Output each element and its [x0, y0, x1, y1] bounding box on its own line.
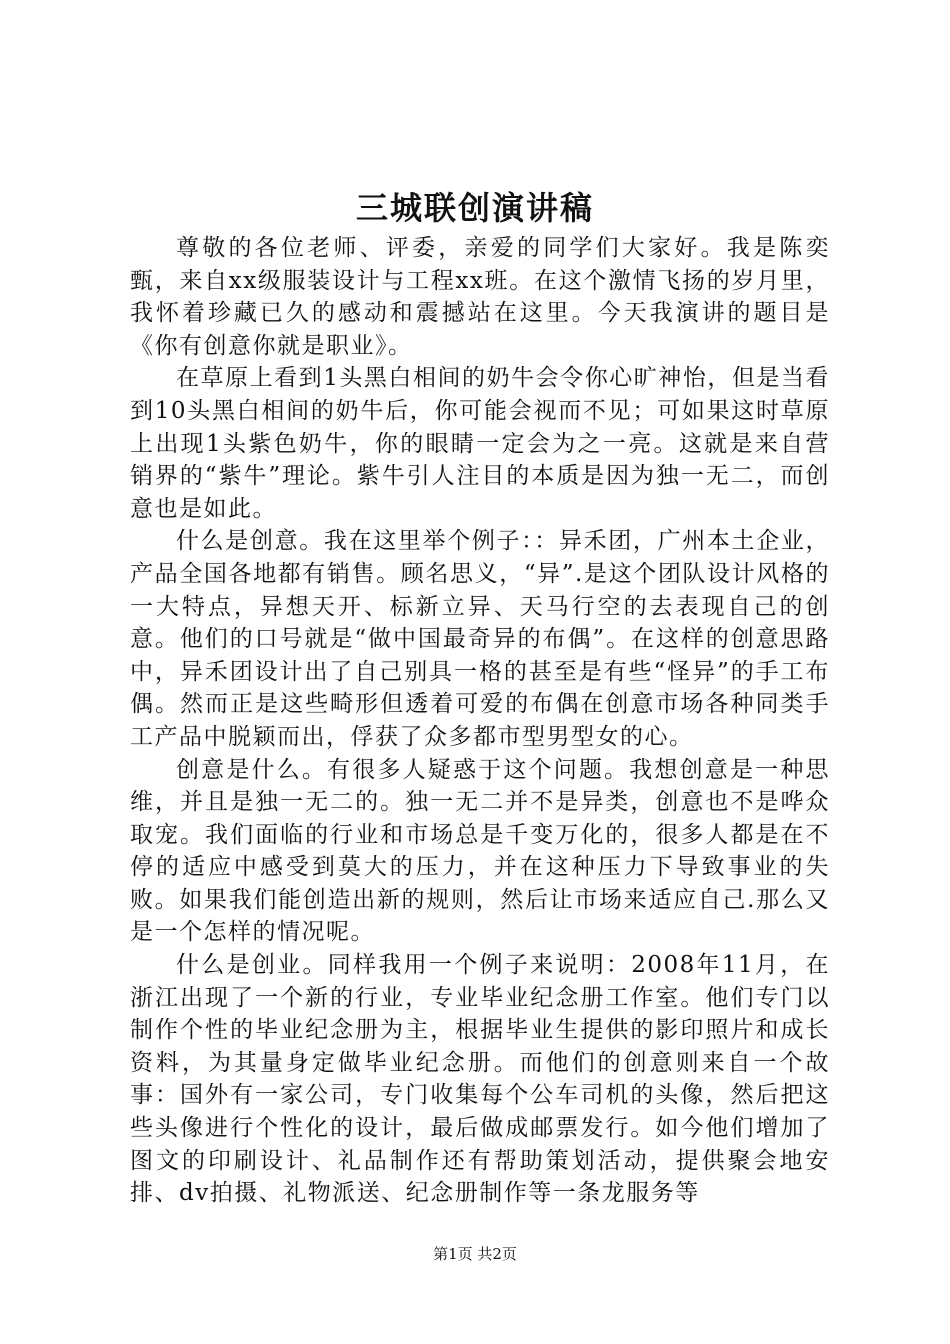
- paragraph-what-is-entrepreneurship: 什么是创业。同样我用一个例子来说明：2008年11月，在浙江出现了一个新的行业，专业毕业纪念册工作室。他们专门以制作个性的毕业纪念册为主，根据毕业生提供的影印照片和成长资料，为其量身定做毕业纪念册。而他们的创意则来自一个故事：国外有一家公司，专门收集每个公车司机的头像，然后把这些头像进行个性化的设计，最后做成邮票发行。如今他们增加了图文的印刷设计、礼品制作还有帮助策划活动，提供聚会地安排、dv拍摄、礼物派送、纪念册制作等一条龙服务等: [130, 952, 830, 1207]
- paragraph-purple-cow: 在草原上看到1头黑白相间的奶牛会令你心旷神怡，但是当看到10头黑白相间的奶牛后，你可能会视而不见；可如果这时草原上出现1头紫色奶牛，你的眼睛一定会为之一亮。这就是来自营销界的“紫牛”理论。紫牛引人注目的本质是因为独一无二，而创意也是如此。: [130, 365, 830, 522]
- paragraph-creativity-meaning: 创意是什么。有很多人疑惑于这个问题。我想创意是一种思维，并且是独一无二的。独一无二并不是异类，创意也不是哗众取宠。我们面临的行业和市场总是千变万化的，很多人都是在不停的适应中感受到莫大的压力，并在这种压力下导致事业的失败。如果我们能创造出新的规则，然后让市场来适应自己.那么又是一个怎样的情况呢。: [130, 756, 830, 946]
- paragraph-what-is-creativity: 什么是创意。我在这里举个例子：：异禾团，广州本土企业，产品全国各地都有销售。顾名思义，“异”.是这个团队设计风格的一大特点，异想天开、标新立异、天马行空的去表现自己的创意。他们的口号就是“做中国最奇异的布偶”。在这样的创意思路中，异禾团设计出了自己别具一格的甚至是有些“怪异”的手工布偶。然而正是这些畸形但透着可爱的布偶在创意市场各种同类手工产品中脱颖而出，俘获了众多都市型男型女的心。: [130, 528, 830, 750]
- paragraph-greeting: 尊敬的各位老师、评委，亲爱的同学们大家好。我是陈奕甄，来自xx级服装设计与工程xx班。在这个激情飞扬的岁月里，我怀着珍藏已久的感动和震撼站在这里。今天我演讲的题目是《你有创意你就是职业》。: [130, 235, 830, 359]
- page-title: 三城联创演讲稿: [355, 189, 594, 227]
- page-number-footer: 第1页 共2页: [433, 1245, 517, 1263]
- document-body: [130, 232, 830, 1210]
